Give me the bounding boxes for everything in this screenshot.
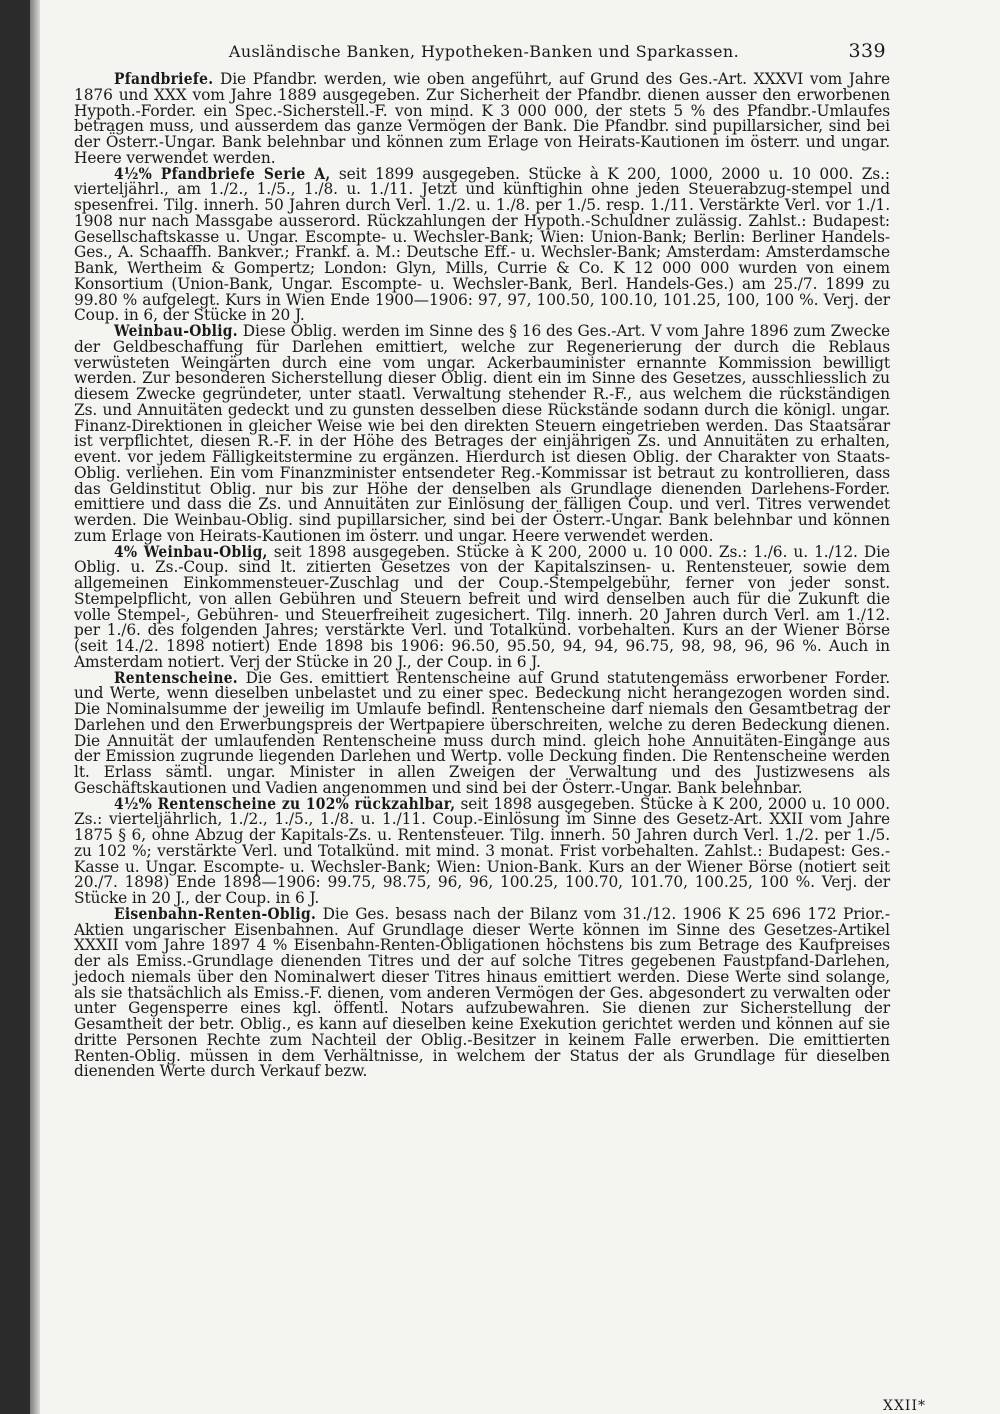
- section-text: Die Pfandbr. werden, wie oben angeführt, auf Grund des Ges.-Art. XXXVI vom Jahre 1876 und XXX vom Jahre 1889 ausgegeben. Zur Sicherheit der Pfandbr. dienen ausser den erworbenen Hypoth.-Forder. ein Spec.-Sicherstell.-F. von mind. K 3 000 000, der stets 5 % des Pfandbr.-Umlaufes betragen muss, und ausserdem das ganze Vermögen der Bank. Die Pfandbr. sind pupillarsicher, sind bei der Österr.-Ungar. Bank belehnbar und können zum Erlage von Heirats-Kautionen im österr. und ungar. Heere verwendet werden.: [74, 70, 890, 167]
- section-eisenbahn-renten-oblig: [74, 904, 890, 1081]
- section-heading: 4% Weinbau-Oblig,: [114, 542, 268, 561]
- section-heading: Eisenbahn-Renten-Oblig.: [114, 904, 317, 923]
- section-text: Diese Oblig. werden im Sinne des § 16 des Ges.-Art. V vom Jahre 1896 zum Zwecke der Geldbeschaffung für Darlehen emittiert, welche zur Regenerierung der durch die Reblaus verwüsteten Weingärten durch eine vom ungar. Ackerbauminister ernannte Kommission bewilligt werden. Zur besonderen Sicherstellung dieser Oblig. dient ein im Sinne des Gesetzes, ausschliesslich zu diesem Zwecke gegründeter, unter staatl. Verwaltung stehender R.-F., aus welchem die rückständigen Zs. und Annuitäten gedeckt und zu gunsten desselben diese Rückstände sodann durch die königl. ungar. Finanz-Direktionen in gleicher Weise wie bei den direkten Steuern eingetrieben werden. Das Staatsärar ist verpflichtet, diesen R.-F. in der Höhe des Betrages der einjährigen Zs. und Annuitäten zu erhalten, event. vor jedem Fälligkeitstermine zu ergänzen. Hierdurch ist diesen Oblig. der Charakter von Staats-Oblig. verliehen. Ein vom Finanzminister entsendeter Reg.-Kommissar ist betraut zu kontrollieren, dass das Geldinstitut Oblig. nur bis zur Höhe der denselben als Grundlage dienenden Darlehens-Forder. emittiere und dass die Zs. und Annuitäten zur Einlösung der fälligen Coup. und verl. Titres verwendet werden. Die Weinbau-Oblig. sind pupillarsicher, sind bei der Österr.-Ungar. Bank belehnbar und können zum Erlage von Heirats-Kautionen im österr. und ungar. Heere verwendet werden.: [74, 322, 890, 545]
- page-title: Ausländische Banken, Hypotheken-Banken und Sparkassen.: [228, 42, 740, 61]
- section-heading: 4½% Rentenscheine zu 102% rückzahlbar,: [114, 794, 456, 813]
- page-number: 339: [848, 40, 886, 62]
- page-body: [74, 38, 890, 1080]
- section-pfandbriefe: [74, 72, 890, 167]
- section-pfandbriefe-serie-a: [74, 164, 890, 325]
- section-text: seit 1898 ausgegeben. Stücke à K 200, 2000 u. 10 000. Zs.: vierteljährlich, 1./2., 1./5., 1./8. u. 1./11. Coup.-Einlösung im Sinne des Gesetz-Art. XXII vom Jahre 1875 § 6, ohne Abzug der Kapitals-Zs. u. Rentensteuer. Tilg. innerh. 50 Jahren durch Verl. 1./2. per 1./5. zu 102 %; verstärkte Verl. und Totalkünd. mit mind. 3 monat. Frist vorbehalten. Zahlst.: Budapest: Ges.-Kasse u. Ungar. Escompte- u. Wechsler-Bank; Wien: Union-Bank. Kurs an der Wiener Börse (notiert seit 20./7. 1898) Ende 1898—1906: 99.75, 98.75, 96, 96, 100.25, 100.70, 101.70, 100.25, 100 %. Verj. der Stücke in 20 J., der Coup. in 6 J.: [74, 794, 890, 907]
- book-gutter: [0, 0, 30, 1414]
- section-heading: Pfandbriefe.: [114, 70, 214, 88]
- section-4pct-weinbau-oblig: [74, 542, 890, 671]
- section-weinbau-oblig: [74, 324, 890, 545]
- section-rentenscheine: [74, 668, 890, 797]
- book-spine-shadow: [0, 0, 40, 1414]
- section-text: Die Ges. emittiert Rentenscheine auf Grund statutengemäss erworbener Forder. und Werte, wenn dieselben unbelastet und zu einer spec. Bedeckung nicht herangezogen worden sind. Die Nominalsumme der jeweilig im Umlaufe befindl. Rentenscheine darf niemals den Gesamtbetrag der Darlehen und den Erwerbungspreis der Wertpapiere überschreiten, welche zu deren Bedeckung dienen. Die Annuität der umlaufenden Rentenscheine muss durch mind. gleich hohe Annuitäten-Eingänge aus der Emission zugrunde liegenden Darlehen und Wertp. volle Deckung finden. Die Rentenscheine werden lt. Erlass sämtl. ungar. Minister in allen Zweigen der Verwaltung und des Justizwesens als Geschäftskautionen und Vadien angenommen und sind bei der Österr.-Ungar. Bank belehnbar.: [74, 668, 890, 797]
- section-text: Die Ges. besass nach der Bilanz vom 31./12. 1906 K 25 696 172 Prior.-Aktien ungarischer Eisenbahnen. Auf Grundlage dieser Werte können im Sinne des Gesetzes-Artikel XXXII vom Jahre 1897 4 % Eisenbahn-Renten-Obligationen höchstens bis zum Betrage des Kaufpreises der als Emiss.-Grundlage dienenden Titres und der auf solche Titres gegebenen Faustpfand-Darlehen, jedoch niemals über den Nominalwert dieser Titres hinaus emittiert werden. Diese Werte sind solange, als sie thatsächlich als Emiss.-F. dienen, vom anderen Vermögen der Ges. abgesondert zu verwalten oder unter Gegensperre eines kgl. öffentl. Notars aufzubewahren. Sie dienen zur Sicherstellung der Gesamtheit der betr. Oblig., es kann auf dieselben keine Exekution gerichtet werden und können auf sie dritte Personen Rechte zum Nachteil der Oblig.-Besitzer in keinem Falle erwerben. Die emittierten Renten-Oblig. müssen in dem Verhältnisse, in welchem der Status der als Grundlage für dieselben dienenden Werte durch Verkauf bezw.: [74, 904, 890, 1081]
- running-header: [74, 38, 890, 72]
- section-heading: Weinbau-Oblig.: [114, 322, 238, 340]
- printer-signature-mark: XXII*: [883, 1398, 926, 1414]
- section-text: seit 1898 ausgegeben. Stücke à K 200, 2000 u. 10 000. Zs.: 1./6. u. 1./12. Die Oblig. u. Zs.-Coup. sind lt. zitierten Gesetzes von der Kapitalszinsen- u. Rentensteuer, sowie dem allgemeinen Einkommensteuer-Zuschlag und der Coup.-Stempelgebühr, ferner von jeder sonst. Stempelpflicht, von allen Gebühren und Steuern befreit und wird denselben auch für die Zukunft die volle Stempel-, Gebühren- und Steuerfreiheit zugesichert. Tilg. innerh. 20 Jahren durch Verl. am 1./12. per 1./6. des folgenden Jahres; verstärkte Verl. und Totalkünd. vorbehalten. Kurs an der Wiener Börse (seit 14./2. 1898 notiert) Ende 1898 bis 1906: 96.50, 95.50, 94, 94, 96.75, 98, 98, 96, 96 %. Auch in Amsterdam notiert. Verj der Stücke in 20 J., der Coup. in 6 J.: [74, 542, 890, 671]
- section-heading: 4½% Pfandbriefe Serie A,: [114, 164, 331, 183]
- section-heading: Rentenscheine.: [114, 668, 238, 687]
- section-4-5pct-rentenscheine: [74, 794, 890, 907]
- section-text: seit 1899 ausgegeben. Stücke à K 200, 1000, 2000 u. 10 000. Zs.: vierteljährl., am 1./2., 1./5., 1./8. u. 1./11. Jetzt und künftighin ohne jeden Steuerabzug-stempel und spesenfrei. Tilg. innerh. 50 Jahren durch Verl. 1./2. u. 1./8. per 1./5. resp. 1./11. Verstärkte Verl. vor 1./1. 1908 nur nach Massgabe ausserord. Rückzahlungen der Hypoth.-Schuldner zulässig. Zahlst.: Budapest: Gesellschaftskasse u. Ungar. Escompte- u. Wechsler-Bank; Wien: Union-Bank; Berlin: Berliner Handels-Ges., A. Schaaffh. Bankver.; Frankf. a. M.: Deutsche Eff.- u. Wechsler-Bank; Amsterdam: Amsterdamsche Bank, Wertheim & Gompertz; London: Glyn, Mills, Currie & Co. K 12 000 000 wurden von einem Konsortium (Union-Bank, Ungar. Escompte- u. Wechsler-Bank, Berl. Handels-Ges.) am 25./7. 1899 zu 99.80 % aufgelegt. Kurs in Wien Ende 1900—1906: 97, 97, 100.50, 100.10, 101.25, 100, 100 %. Verj. der Coup. in 6, der Stücke in 20 J.: [74, 164, 890, 325]
